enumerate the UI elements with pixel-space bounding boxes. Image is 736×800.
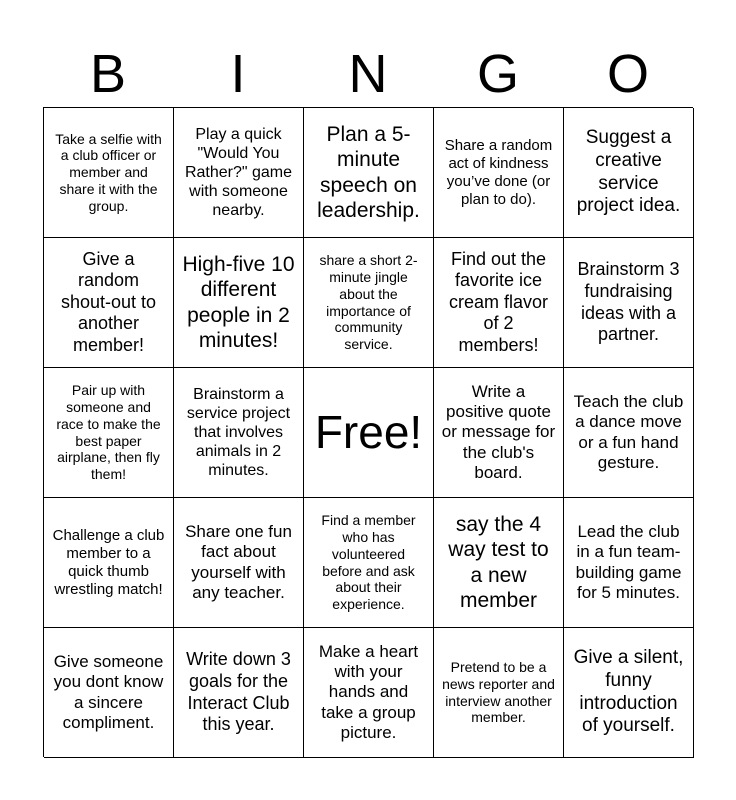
bingo-cell[interactable]: Make a heart with your hands and take a group picture. [304, 628, 434, 758]
free-space[interactable]: Free! [304, 368, 434, 498]
header-letter-i: I [230, 44, 246, 104]
header-letter-n: N [348, 44, 388, 104]
bingo-cell[interactable]: Give a silent, funny introduction of yourself. [564, 628, 694, 758]
bingo-cell[interactable]: Take a selfie with a club officer or member and share it with the group. [44, 108, 174, 238]
bingo-cell[interactable]: Suggest a creative service project idea. [564, 108, 694, 238]
header-letter-o: O [606, 44, 649, 104]
bingo-cell[interactable]: say the 4 way test to a new member [434, 498, 564, 628]
bingo-cell[interactable]: Give a random shout-out to another member! [44, 238, 174, 368]
bingo-cell[interactable]: Share one fun fact about yourself with any teacher. [174, 498, 304, 628]
bingo-cell[interactable]: Brainstorm 3 fundraising ideas with a partner. [564, 238, 694, 368]
header-letter-g: G [476, 44, 519, 104]
bingo-cell[interactable]: Brainstorm a service project that involves animals in 2 minutes. [174, 368, 304, 498]
bingo-cell[interactable]: Play a quick "Would You Rather?" game with someone nearby. [174, 108, 304, 238]
bingo-cell[interactable]: Pair up with someone and race to make the best paper airplane, then fly them! [44, 368, 174, 498]
bingo-cell[interactable]: Write a positive quote or message for the club's board. [434, 368, 564, 498]
bingo-grid [43, 107, 693, 757]
bingo-cell[interactable]: Lead the club in a fun team-building game for 5 minutes. [564, 498, 694, 628]
bingo-cell[interactable]: Find out the favorite ice cream flavor of 2 members! [434, 238, 564, 368]
bingo-cell[interactable]: High-five 10 different people in 2 minutes! [174, 238, 304, 368]
bingo-header [43, 40, 693, 108]
bingo-cell[interactable]: Plan a 5-minute speech on leadership. [304, 108, 434, 238]
bingo-cell[interactable]: Share a random act of kindness you’ve done (or plan to do). [434, 108, 564, 238]
header-letter-b: B [89, 44, 127, 104]
bingo-cell[interactable]: share a short 2-minute jingle about the importance of community service. [304, 238, 434, 368]
bingo-cell[interactable]: Find a member who has volunteered before and ask about their experience. [304, 498, 434, 628]
bingo-cell[interactable]: Write down 3 goals for the Interact Club this year. [174, 628, 304, 758]
bingo-cell[interactable]: Challenge a club member to a quick thumb wrestling match! [44, 498, 174, 628]
bingo-cell[interactable]: Give someone you dont know a sincere compliment. [44, 628, 174, 758]
bingo-cell[interactable]: Teach the club a dance move or a fun hand gesture. [564, 368, 694, 498]
bingo-cell[interactable]: Pretend to be a news reporter and interview another member. [434, 628, 564, 758]
